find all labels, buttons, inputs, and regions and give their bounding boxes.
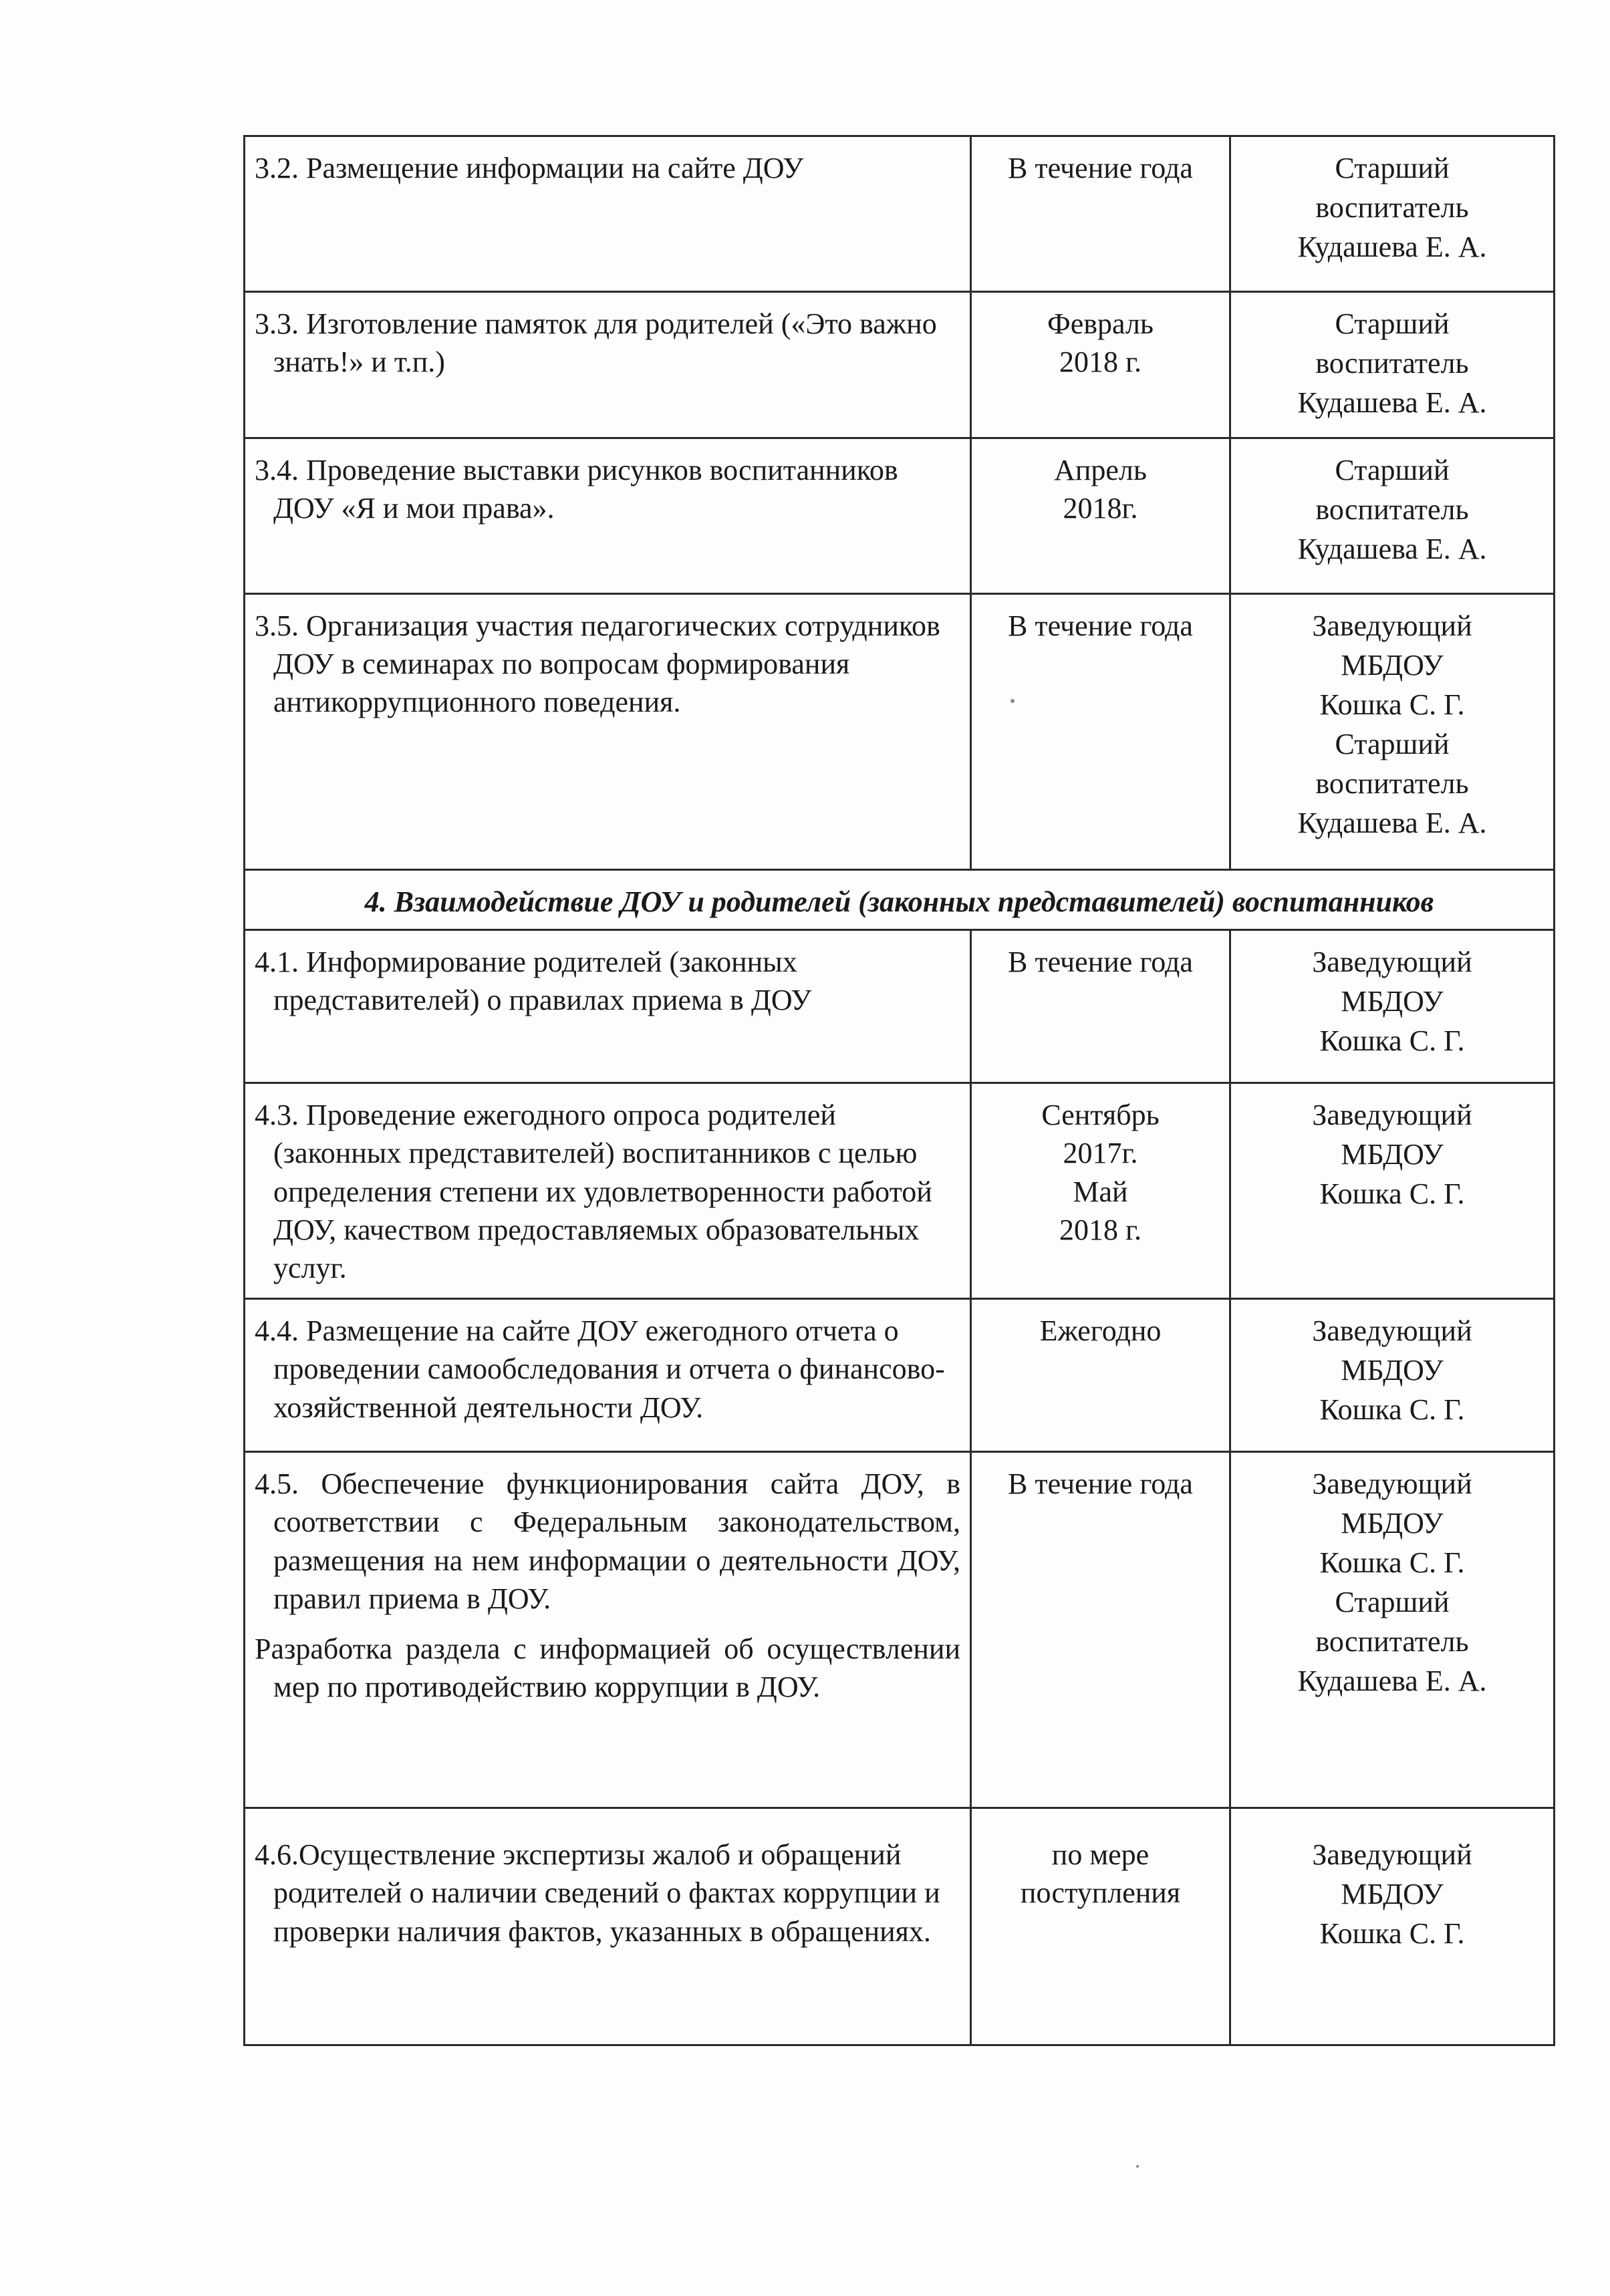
responsible-line: Старший xyxy=(1335,454,1450,486)
term-cell xyxy=(971,438,1230,594)
responsible-line: Старший xyxy=(1335,727,1450,760)
activity-cell xyxy=(245,930,971,1083)
activity-text: 4.1. Информирование родителей (законных представителей) о правилах приема в ДОУ xyxy=(255,946,812,1017)
term-text: 2018 г. xyxy=(1059,1213,1142,1246)
responsible-line: воспитатель xyxy=(1315,190,1469,224)
activity-text: 3.4. Проведение выставки рисунков воспитанников ДОУ «Я и мои права». xyxy=(255,454,898,525)
table-row xyxy=(245,1452,1555,1808)
responsible-line: воспитатель xyxy=(1315,346,1469,380)
responsible-cell xyxy=(1230,292,1555,438)
responsible-line: Кошка С. Г. xyxy=(1319,1024,1465,1058)
responsible-line: МБДОУ xyxy=(1341,985,1444,1018)
responsible-cell xyxy=(1230,136,1555,292)
activity-text: 3.3. Изготовление памяток для родителей («Это важно знать!» и т.п.) xyxy=(255,307,937,379)
responsible-line: Кудашева Е. А. xyxy=(1297,532,1487,565)
responsible-line: воспитатель xyxy=(1315,492,1469,526)
responsible-line: Заведующий xyxy=(1312,1838,1472,1872)
table-row xyxy=(245,594,1555,870)
section-heading-row xyxy=(245,870,1555,930)
term-text: по мере xyxy=(1051,1838,1150,1872)
term-cell xyxy=(971,594,1230,870)
responsible-line: Кудашева Е. А. xyxy=(1297,386,1487,419)
responsible-line: Заведующий xyxy=(1312,1099,1472,1132)
responsible-line: Заведующий xyxy=(1312,1467,1472,1501)
activity-text: 4.3. Проведение ежегодного опроса родителей (законных представителей) воспитанников с целью определения степени их удовлетворенности работой ДОУ, качеством предоставляемых образовательных услуг. xyxy=(255,1099,932,1284)
term-text: 2018г. xyxy=(1063,492,1138,525)
responsible-line: Старший xyxy=(1335,307,1450,340)
responsible-line: МБДОУ xyxy=(1341,1507,1444,1540)
term-text: 2018 г. xyxy=(1059,345,1142,379)
activity-text: 4.4. Размещение на сайте ДОУ ежегодного отчета о проведении самообследования и отчета о финансово-хозяйственной деятельности ДОУ. xyxy=(255,1314,945,1424)
responsible-line: Кудашева Е. А. xyxy=(1297,230,1487,263)
responsible-cell xyxy=(1230,438,1555,594)
responsible-line: МБДОУ xyxy=(1341,1354,1444,1387)
activity-text: 4.6.Осуществление экспертизы жалоб и обращений родителей о наличии сведений о фактах коррупции и проверки наличия фактов, указанных в обращениях. xyxy=(255,1838,940,1948)
table-row xyxy=(245,292,1555,438)
activity-text: Разработка раздела с информацией об осуществлении мер по противодействию коррупции в ДОУ. xyxy=(255,1632,960,1704)
responsible-line: МБДОУ xyxy=(1341,1878,1444,1911)
responsible-line: Заведующий xyxy=(1312,609,1472,642)
term-cell xyxy=(971,1452,1230,1808)
responsible-line: Кошка С. Г. xyxy=(1319,1546,1465,1580)
term-text: Апрель xyxy=(1054,454,1147,486)
activity-text: 4.5. Обеспечение функционирования сайта ДОУ, в соответствии с Федеральным законодательством, размещения на нем информации о деятельности ДОУ, правил приема в ДОУ. xyxy=(255,1467,960,1615)
term-cell xyxy=(971,136,1230,292)
term-cell xyxy=(971,1299,1230,1452)
term-cell xyxy=(971,930,1230,1083)
activity-cell xyxy=(245,438,971,594)
responsible-cell xyxy=(1230,594,1555,870)
responsible-line: МБДОУ xyxy=(1341,648,1444,682)
term-text: Май xyxy=(1073,1175,1128,1208)
responsible-line: Кошка С. Г. xyxy=(1319,1393,1465,1427)
activity-cell xyxy=(245,1808,971,2045)
term-text: Сентябрь xyxy=(1041,1099,1160,1132)
activity-text: 3.5. Организация участия педагогических сотрудников ДОУ в семинарах по вопросам формирования антикоррупционного поведения. xyxy=(255,609,940,719)
term-cell xyxy=(971,1083,1230,1299)
term-text: 2017г. xyxy=(1063,1137,1138,1170)
table-row xyxy=(245,136,1555,292)
responsible-line: Заведующий xyxy=(1312,946,1472,979)
term-text: Ежегодно xyxy=(1039,1314,1162,1348)
activity-cell xyxy=(245,292,971,438)
activity-cell xyxy=(245,594,971,870)
responsible-line: Старший xyxy=(1335,152,1450,184)
scan-speck xyxy=(1136,2165,1139,2168)
activity-cell xyxy=(245,1299,971,1452)
term-cell xyxy=(971,1808,1230,2045)
responsible-line: Кошка С. Г. xyxy=(1319,688,1465,721)
responsible-line: МБДОУ xyxy=(1341,1138,1444,1171)
scan-speck xyxy=(1011,699,1015,703)
term-cell xyxy=(971,292,1230,438)
responsible-line: воспитатель xyxy=(1315,766,1469,800)
table-row xyxy=(245,438,1555,594)
table-row xyxy=(245,1083,1555,1299)
responsible-cell xyxy=(1230,1083,1555,1299)
term-text: В течение года xyxy=(1008,946,1193,979)
term-text: В течение года xyxy=(1008,1467,1193,1501)
responsible-line: Кудашева Е. А. xyxy=(1297,1664,1487,1697)
responsible-line: воспитатель xyxy=(1315,1625,1469,1658)
term-text: В течение года xyxy=(1008,609,1193,642)
responsible-cell xyxy=(1230,1452,1555,1808)
activity-text: 3.2. Размещение информации на сайте ДОУ xyxy=(255,152,804,184)
responsible-cell xyxy=(1230,1808,1555,2045)
activity-cell xyxy=(245,1083,971,1299)
term-text: В течение года xyxy=(1008,152,1193,184)
term-text: поступления xyxy=(1020,1876,1181,1910)
table-row xyxy=(245,1299,1555,1452)
responsible-line: Кошка С. Г. xyxy=(1319,1177,1465,1211)
table-row xyxy=(245,1808,1555,2045)
responsible-line: Заведующий xyxy=(1312,1314,1472,1348)
table-row xyxy=(245,930,1555,1083)
responsible-line: Кудашева Е. А. xyxy=(1297,806,1487,839)
term-text: Февраль xyxy=(1047,307,1154,340)
anticorruption-plan-table xyxy=(243,135,1555,2046)
responsible-cell xyxy=(1230,930,1555,1083)
responsible-line: Старший xyxy=(1335,1586,1450,1619)
section-title: 4. Взаимодействие ДОУ и родителей (законных представителей) воспитанников xyxy=(245,870,1555,930)
activity-cell xyxy=(245,1452,971,1808)
activity-cell xyxy=(245,136,971,292)
responsible-line: Кошка С. Г. xyxy=(1319,1917,1465,1951)
responsible-cell xyxy=(1230,1299,1555,1452)
